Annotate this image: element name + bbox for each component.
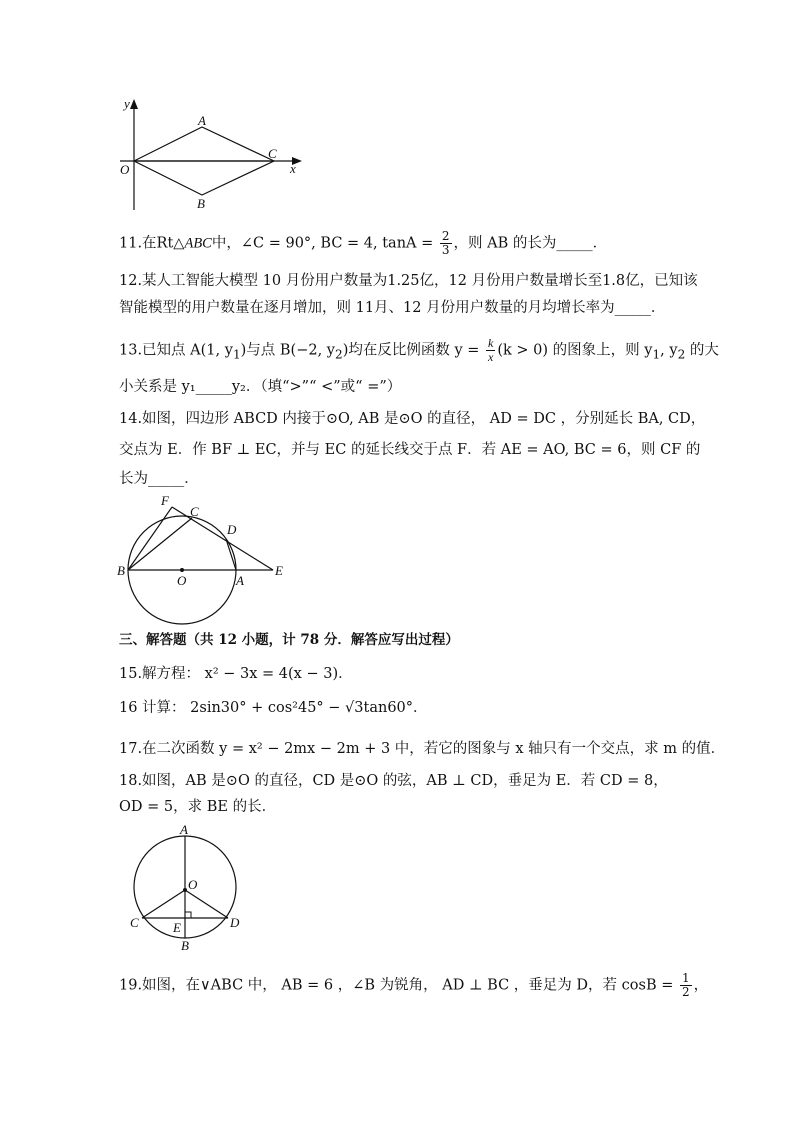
- q19-frac-num: 1: [681, 971, 690, 985]
- label-e: E: [275, 563, 283, 578]
- q13-sub2: 2: [335, 347, 343, 362]
- label-o: O: [177, 573, 187, 588]
- question-13-line2: 小关系是 y₁_____y₂．（填“>”“ <”或“ =”）: [119, 379, 402, 395]
- q13-part-e: , y: [660, 342, 678, 359]
- label-y: y: [124, 96, 130, 111]
- q13-sub1b: 1: [652, 347, 661, 362]
- label-d: D: [227, 522, 237, 537]
- q11-prefix: 11.在Rt△: [119, 235, 185, 252]
- question-18-line2: OD = 5，求 BE 的长．: [119, 799, 277, 815]
- center-dot: [180, 568, 184, 572]
- rhombus-figure: [110, 95, 310, 215]
- label-b: B: [197, 196, 205, 211]
- segment-bc: [128, 518, 192, 570]
- question-15: 15.解方程： x² − 3x = 4(x − 3)．: [119, 666, 353, 682]
- q13-part-c: )均在反比例函数 y =: [342, 342, 485, 359]
- question-19: [119, 972, 708, 999]
- center-dot-2: [183, 888, 187, 892]
- segment-fe: [172, 507, 273, 570]
- q13-part-b: )与点 B(−2, y: [240, 342, 335, 359]
- circle-figure-18: [122, 823, 262, 958]
- question-12-line1: 12.某人工智能大模型 10 月份用户数量为1.25亿，12 月份用户数量增长至1.8亿，已知该: [119, 273, 698, 289]
- q19-fraction: [680, 972, 692, 999]
- label-x: x: [290, 161, 296, 176]
- label-a: A: [236, 573, 244, 588]
- label-c: C: [268, 146, 277, 161]
- y-axis-arrow: [130, 99, 138, 109]
- question-14-line2: 交点为 E．作 BF ⊥ EC，并与 EC 的延长线交于点 F．若 AE = AO, BC = 6，则 CF 的: [119, 442, 701, 458]
- q13-part-f: 的大: [685, 342, 719, 359]
- label-d: D: [230, 915, 240, 930]
- question-12-line2: 智能模型的用户数量在逐月增加，则 11月、12 月份用户数量的月均增长率为_____．: [119, 300, 666, 316]
- question-11: [119, 230, 607, 257]
- label-a: A: [180, 822, 188, 837]
- label-o: O: [188, 877, 198, 892]
- q11-suffix: ，则 AB 的长为_____．: [453, 235, 608, 252]
- q13-frac-num: k: [488, 336, 494, 350]
- q19-suffix: ，: [693, 977, 709, 994]
- segment-bf: [128, 507, 172, 570]
- q13-part-a: 13.已知点 A(1, y: [119, 342, 233, 359]
- label-b: B: [181, 938, 189, 953]
- label-b: B: [117, 563, 125, 578]
- q11-middle: 中，∠C = 90°, BC = 4, tanA =: [211, 235, 438, 252]
- question-14-line1: 14.如图，四边形 ABCD 内接于⊙O, AB 是⊙O 的直径， AD = DC ，分别延长 BA, CD，: [119, 411, 706, 427]
- question-14-line3: 长为_____．: [119, 471, 199, 487]
- question-13-line1: [119, 337, 719, 364]
- radius-oc: [142, 890, 185, 918]
- q11-fraction: [440, 230, 452, 257]
- q11-abc: ABC: [184, 235, 212, 252]
- label-f: F: [161, 493, 169, 508]
- q13-frac-den: x: [488, 350, 494, 364]
- label-c: C: [130, 915, 139, 930]
- label-c: C: [190, 504, 199, 519]
- q19-frac-den: 2: [681, 985, 690, 999]
- q11-frac-den: 3: [441, 243, 450, 257]
- right-angle-mark: [185, 912, 191, 918]
- q13-sub1: 1: [232, 347, 241, 362]
- question-18-line1: 18.如图，AB 是⊙O 的直径，CD 是⊙O 的弦，AB ⊥ CD，垂足为 E．若 CD = 8，: [119, 773, 668, 789]
- q13-fraction: [486, 337, 495, 364]
- label-o: O: [120, 162, 130, 177]
- section-3-title: 三、解答题（共 12 小题，计 78 分．解答应写出过程）: [119, 632, 459, 648]
- label-a: A: [198, 113, 206, 128]
- q11-frac-num: 2: [441, 229, 450, 243]
- q19-text: 19.如图，在∨ABC 中， AB = 6 ，∠B 为锐角， AD ⊥ BC ，垂足为 D，若 cosB =: [119, 977, 678, 994]
- q13-sub2b: 2: [677, 347, 686, 362]
- label-e: E: [173, 920, 181, 935]
- question-16: 16 计算： 2sin30° + cos²45° − √3tan60°．: [119, 700, 428, 716]
- circle-figure-14: [115, 492, 305, 627]
- q13-part-d: (k > 0) 的图象上，则 y: [497, 342, 653, 359]
- question-17: 17.在二次函数 y = x² − 2mx − 2m + 3 中，若它的图象与 x 轴只有一个交点，求 m 的值．: [119, 741, 726, 757]
